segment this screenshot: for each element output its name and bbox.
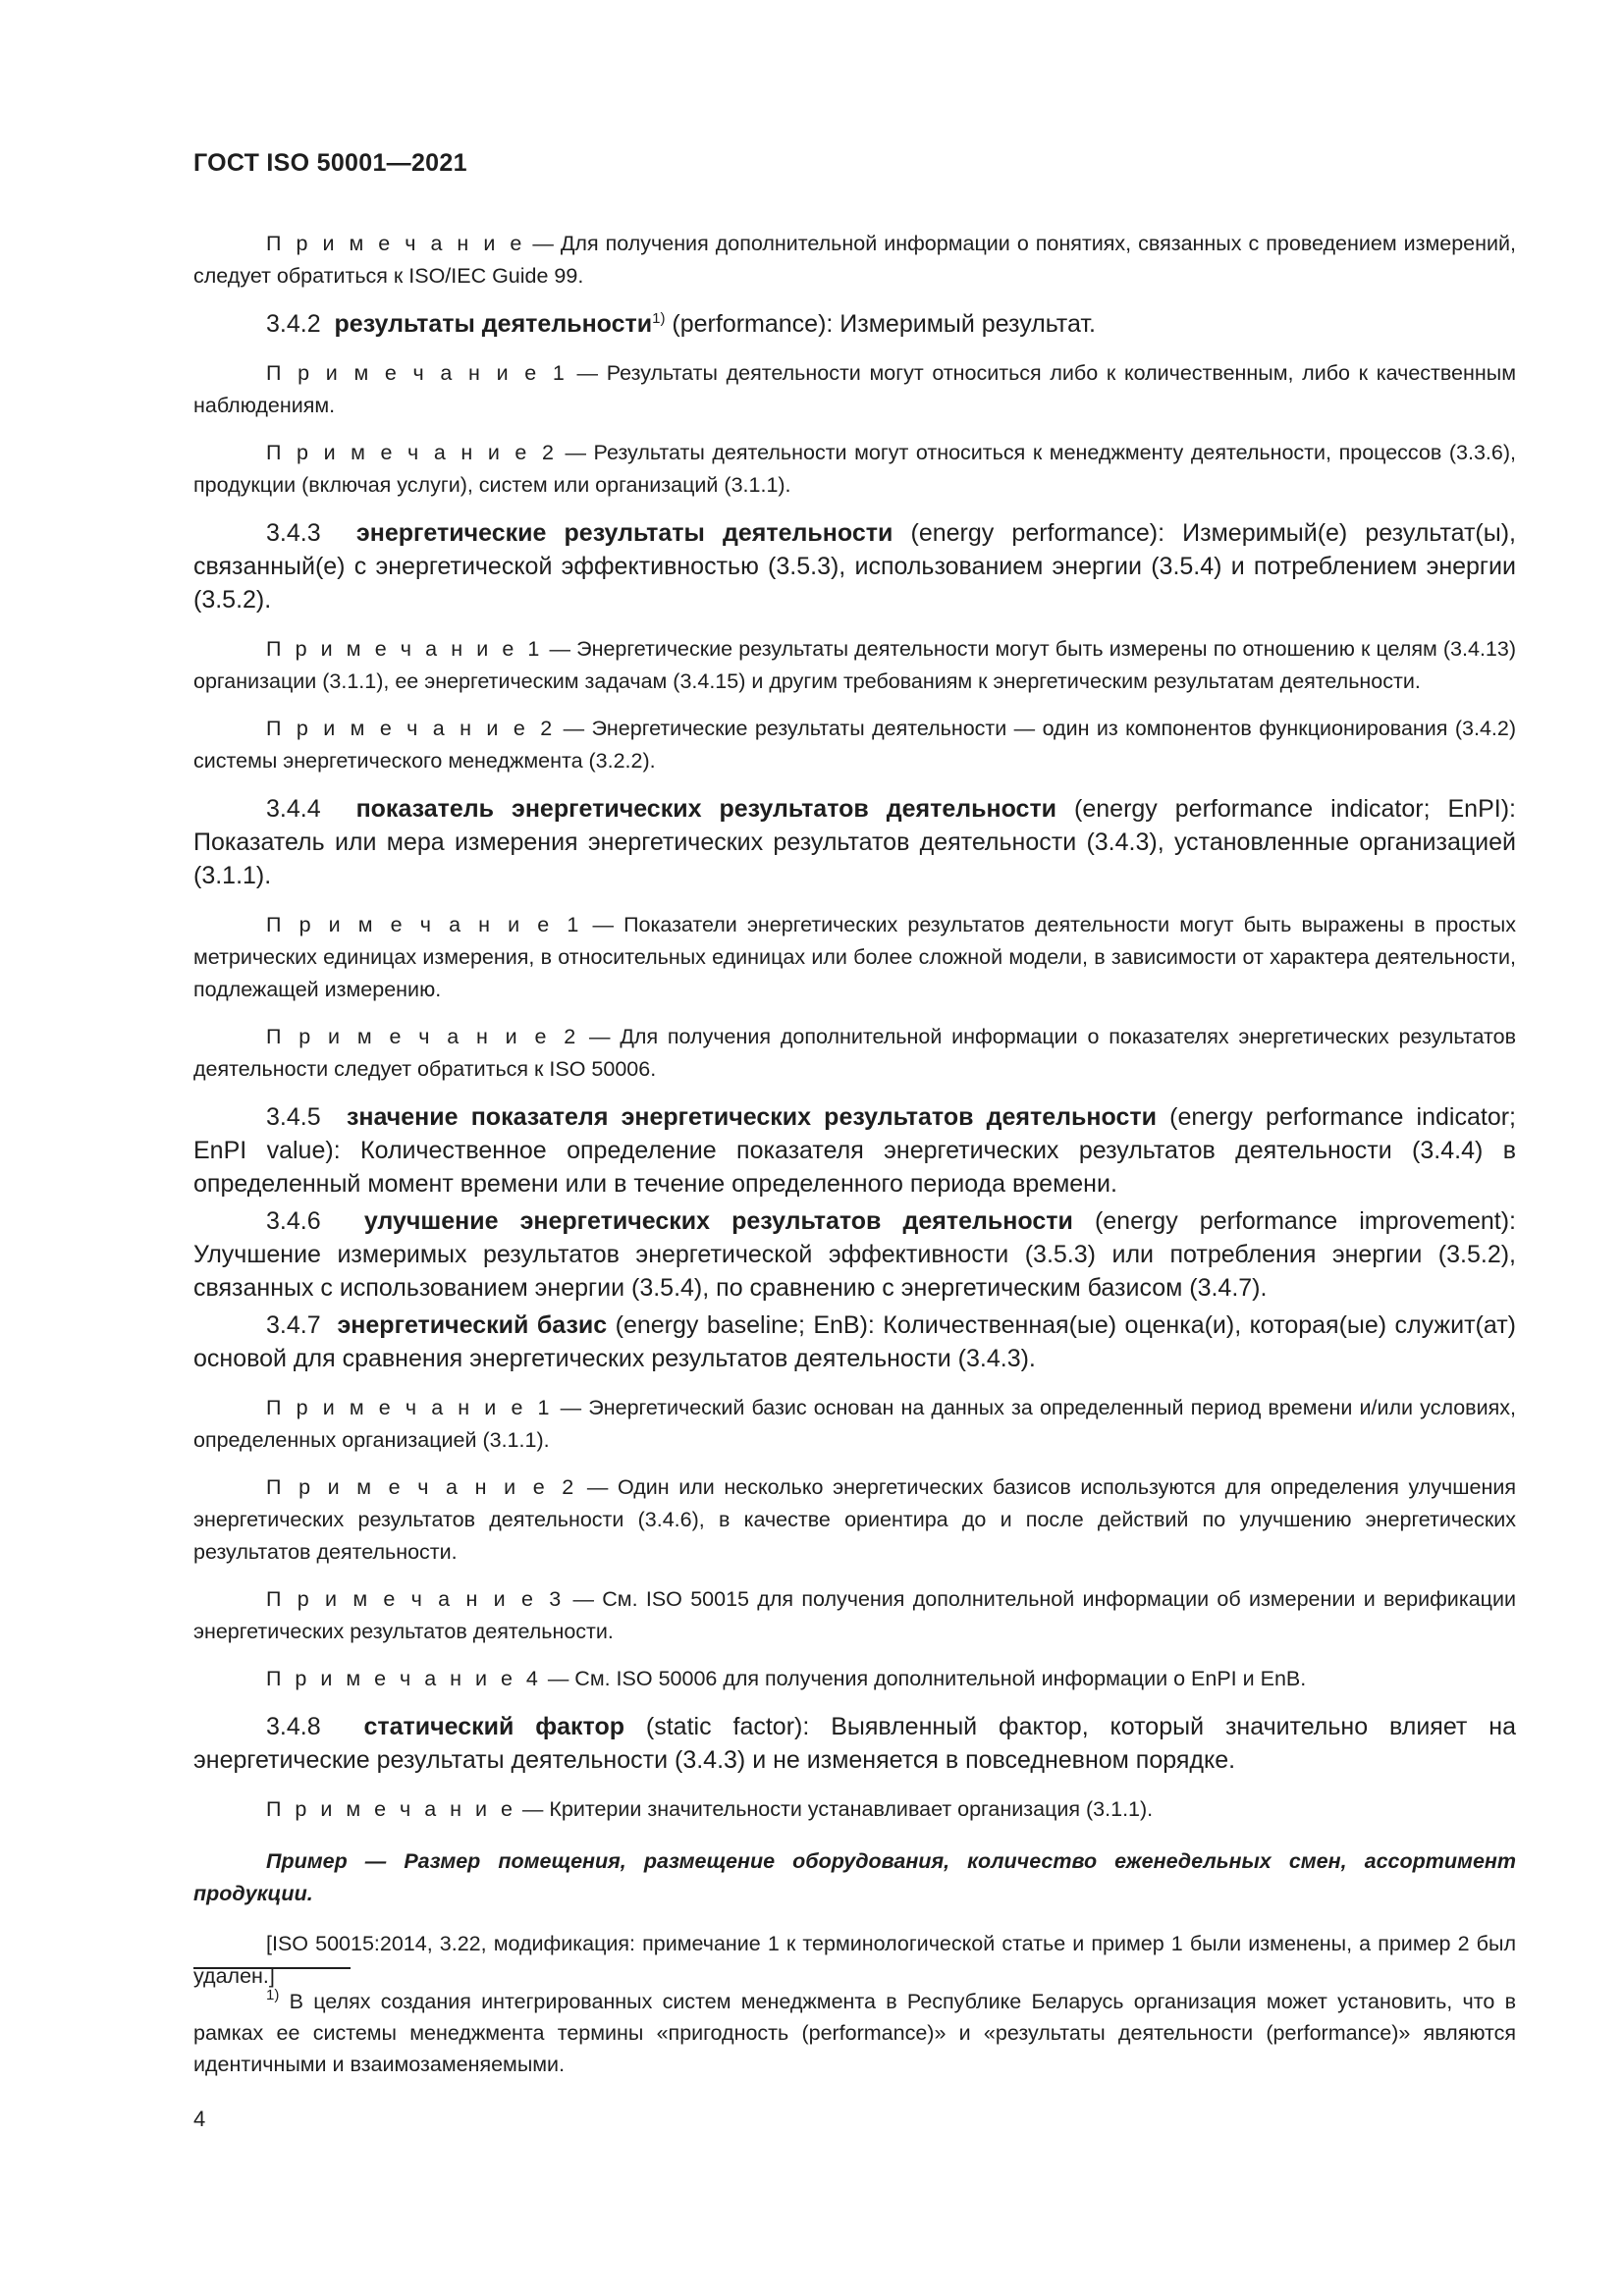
- term-3-4-7: [193, 1308, 1516, 1375]
- note-3-4-4-2: [193, 1021, 1516, 1086]
- note-text: — Для получения дополнительной информации о показателях энергетических результатов деятельности следует обратиться к ISO 50006.: [193, 1025, 1516, 1081]
- term-title: статический фактор: [363, 1713, 624, 1740]
- note-3-4-2-2: [193, 437, 1516, 502]
- footnote-ref: 1): [652, 310, 666, 327]
- note-text: — См. ISO 50015 для получения дополнительной информации об измерении и верификации энергетических результатов деятельности.: [193, 1587, 1516, 1643]
- footnote-separator: [193, 1967, 351, 1969]
- note-3-4-7-1: [193, 1392, 1516, 1457]
- note-text: — Показатели энергетических результатов деятельности могут быть выражены в простых метрических единицах измерения, в относительных единицах или более сложной модели, в зависимости от характера деятельности, подлежащей измерению.: [193, 913, 1516, 1001]
- note-text: — Энергетические результаты деятельности могут быть измерены по отношению к целям (3.4.13) организации (3.1.1), ее энергетическим задачам (3.4.15) и другим требованиям к энергетическим результатам деятельности.: [193, 637, 1516, 693]
- term-3-4-6: [193, 1204, 1516, 1305]
- note-3-4-3-1: [193, 633, 1516, 698]
- note-3-4-4-1: [193, 909, 1516, 1006]
- example-3-4-8: Пример — Размер помещения, размещение оборудования, количество еженедельных смен, ассортимент продукции.: [193, 1849, 1516, 1905]
- term-number: 3.4.6: [266, 1207, 321, 1235]
- term-definition: (energy performance): Измеримый(е) результат(ы), связанный(е) с энергетической эффективностью (3.5.3), использованием энергии (3.5.4) и потреблением энергии (3.5.2).: [193, 519, 1516, 614]
- note-3-4-8: [193, 1793, 1516, 1826]
- note-text: — Результаты деятельности могут относиться либо к количественным, либо к качественным наблюдениям.: [193, 361, 1516, 417]
- term-definition: (energy performance improvement): Улучшение измеримых результатов энергетической эффективности (3.5.3) или потребления энергии (3.5.2), связанных с использованием энергии (3.5.4), по сравнению с энергетическим базисом (3.4.7).: [193, 1207, 1517, 1302]
- page-content: [193, 228, 1516, 1993]
- term-number: 3.4.7: [266, 1311, 321, 1339]
- note-label: П р и м е ч а н и е 2: [266, 441, 558, 464]
- note-text: — Энергетические результаты деятельности — один из компонентов функционирования (3.4.2) системы энергетического менеджмента (3.2.2).: [193, 717, 1516, 773]
- note-label: П р и м е ч а н и е 1: [266, 361, 568, 385]
- term-definition: (performance): Измеримый результат.: [665, 310, 1096, 338]
- note-text: — Энергетический базис основан на данных за определенный период времени и/или условиях, определенных организацией (3.1.1).: [193, 1396, 1516, 1452]
- term-title: энергетические результаты деятельности: [355, 519, 893, 547]
- source-reference: [ISO 50015:2014, 3.22, модификация: примечание 1 к терминологической статье и пример 1 были изменены, а пример 2 был удален.]: [193, 1932, 1516, 1988]
- note-label: П р и м е ч а н и е 3: [266, 1587, 566, 1611]
- term-definition: (energy performance indicator; EnPI): Показатель или мера измерения энергетических результатов деятельности (3.4.3), установленные организацией (3.1.1).: [193, 795, 1516, 889]
- note-label: П р и м е ч а н и е 2: [266, 1025, 580, 1048]
- note-label: П р и м е ч а н и е 2: [266, 717, 557, 740]
- term-number: 3.4.5: [266, 1103, 321, 1131]
- note-3-4-2-1: [193, 357, 1516, 422]
- note-text: — См. ISO 50006 для получения дополнительной информации о EnPI и EnB.: [541, 1667, 1307, 1690]
- page-number: 4: [193, 2107, 206, 2131]
- intro-note: [193, 228, 1516, 293]
- note-label: П р и м е ч а н и е 2: [266, 1475, 578, 1499]
- note-text: — Один или несколько энергетических базисов используются для определения улучшения энергетических результатов деятельности (3.4.6), в качестве ориентира до и после действий по улучшению энергетических результатов деятельности.: [193, 1475, 1516, 1564]
- footnote-mark: 1): [266, 1987, 280, 2003]
- term-3-4-8: [193, 1710, 1516, 1777]
- note-label: П р и м е ч а н и е: [266, 1797, 516, 1821]
- note-3-4-3-2: [193, 713, 1516, 777]
- term-number: 3.4.3: [266, 519, 321, 547]
- term-number: 3.4.8: [266, 1713, 321, 1740]
- note-3-4-7-2: [193, 1471, 1516, 1569]
- footnote: [193, 1986, 1516, 2080]
- term-title: показатель энергетических результатов деятельности: [355, 795, 1057, 823]
- term-title: результаты деятельности: [334, 310, 653, 338]
- note-label: П р и м е ч а н и е 4: [266, 1667, 542, 1690]
- note-text: — Критерии значительности устанавливает организация (3.1.1).: [515, 1797, 1154, 1821]
- term-definition: (energy performance indicator; EnPI value): Количественное определение показателя энергетических результатов деятельности (3.4.4) в определенный момент времени или в течение определенного периода времени.: [193, 1103, 1516, 1198]
- note-3-4-7-4: [193, 1663, 1516, 1695]
- note-3-4-7-3: [193, 1583, 1516, 1648]
- note-text: — Для получения дополнительной информации о понятиях, связанных с проведением измерений, следует обратиться к ISO/IEC Guide 99.: [193, 232, 1517, 288]
- term-number: 3.4.2: [266, 310, 321, 338]
- term-title: энергетический базис: [337, 1311, 608, 1339]
- note-text: — Результаты деятельности могут относиться к менеджменту деятельности, процессов (3.3.6), продукции (включая услуги), систем или организаций (3.1.1).: [193, 441, 1516, 497]
- note-label: П р и м е ч а н и е 1: [266, 637, 544, 661]
- term-3-4-2: [193, 307, 1516, 341]
- term-3-4-5: [193, 1100, 1516, 1201]
- term-definition: (static factor): Выявленный фактор, который значительно влияет на энергетические результаты деятельности (3.4.3) и не изменяется в повседневном порядке.: [193, 1713, 1516, 1774]
- footnote-text: В целях создания интегрированных систем менеджмента в Республике Беларусь организация может установить, что в рамках ее системы менеджмента термины «пригодность (performance)» и «результаты деятельности (performance)» являются идентичными и взаимозаменяемыми.: [193, 1990, 1516, 2076]
- note-label: П р и м е ч а н и е 1: [266, 913, 583, 936]
- term-number: 3.4.4: [266, 795, 321, 823]
- term-3-4-4: [193, 792, 1516, 892]
- term-title: улучшение энергетических результатов деятельности: [363, 1207, 1073, 1235]
- note-label: П р и м е ч а н и е 1: [266, 1396, 554, 1419]
- standard-header: ГОСТ ISO 50001—2021: [193, 149, 467, 177]
- term-title: значение показателя энергетических результатов деятельности: [346, 1103, 1157, 1131]
- term-definition: (energy baseline; EnB): Количественная(ые) оценка(и), которая(ые) служит(ат) основой для сравнения энергетических результатов деятельности (3.4.3).: [193, 1311, 1516, 1372]
- note-label: П р и м е ч а н и е: [266, 232, 526, 255]
- term-3-4-3: [193, 516, 1516, 616]
